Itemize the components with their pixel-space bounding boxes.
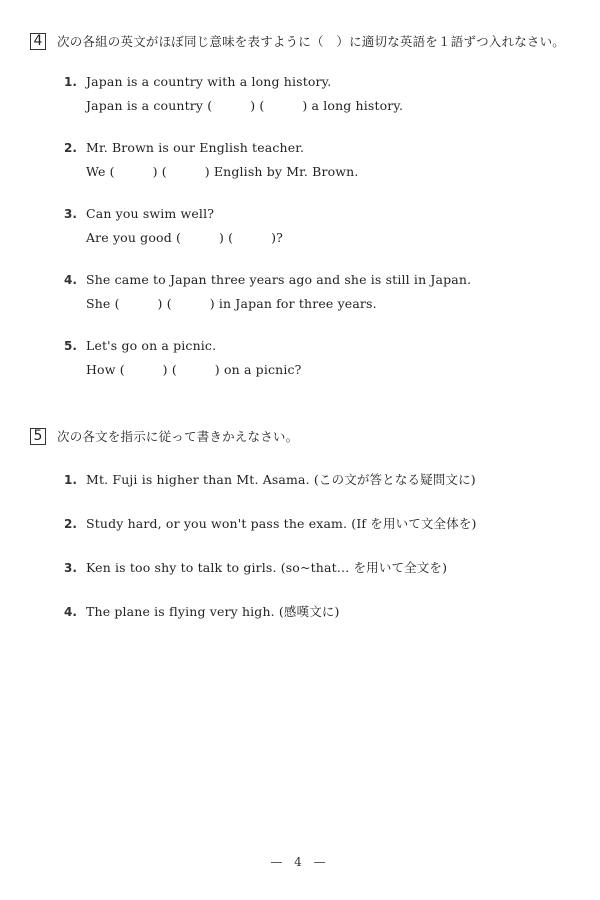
question-rewrite-sentence: Are you good ( ) ( )? — [86, 230, 283, 245]
section-instruction: 次の各文を指示に従って書きかえなさい。 — [57, 429, 299, 444]
question-original-sentence: Japan is a country with a long history. — [86, 74, 332, 89]
question-original-sentence: Let's go on a picnic. — [86, 338, 217, 353]
question-rewrite-sentence: Japan is a country ( ) ( ) a long history. — [86, 98, 404, 113]
question-number: 5. — [64, 339, 77, 353]
question-item — [64, 74, 584, 118]
question-item — [64, 514, 584, 536]
question-number: 1. — [64, 75, 77, 89]
section-number-box: 4 — [30, 33, 46, 50]
question-original-sentence: She came to Japan three years ago and she is still in Japan. — [86, 272, 472, 287]
question-number: 3. — [64, 207, 77, 221]
question-original-sentence: Mr. Brown is our English teacher. — [86, 140, 305, 155]
question-sentence: Mt. Fuji is higher than Mt. Asama. (この文が答となる疑問文に) — [86, 472, 476, 487]
question-rewrite-sentence: She ( ) ( ) in Japan for three years. — [86, 296, 377, 311]
question-sentence: Ken is too shy to talk to girls. (so~that… を用いて全文を) — [86, 560, 448, 575]
section-4-header — [30, 31, 565, 51]
question-rewrite-sentence: We ( ) ( ) English by Mr. Brown. — [86, 164, 359, 179]
question-rewrite-sentence: How ( ) ( ) on a picnic? — [86, 362, 302, 377]
section-5-header — [30, 426, 298, 446]
question-item — [64, 272, 584, 316]
section-instruction: 次の各組の英文がほぼ同じ意味を表すように（ ）に適切な英語を１語ずつ入れなさい。 — [57, 34, 566, 49]
section-number-box: 5 — [30, 428, 46, 445]
question-original-sentence: Can you swim well? — [86, 206, 215, 221]
question-sentence: The plane is flying very high. (感嘆文に) — [86, 604, 340, 619]
question-sentence: Study hard, or you won't pass the exam. (If を用いて文全体を) — [86, 516, 477, 531]
question-item — [64, 602, 584, 624]
question-number: 4. — [64, 273, 77, 287]
question-item — [64, 338, 584, 382]
question-item — [64, 558, 584, 580]
question-number: 3. — [64, 561, 77, 575]
question-number: 4. — [64, 605, 77, 619]
question-number: 1. — [64, 473, 77, 487]
question-number: 2. — [64, 517, 77, 531]
page-number: — 4 — — [270, 855, 330, 869]
question-item — [64, 470, 584, 492]
question-number: 2. — [64, 141, 77, 155]
question-item — [64, 206, 584, 250]
question-item — [64, 140, 584, 184]
